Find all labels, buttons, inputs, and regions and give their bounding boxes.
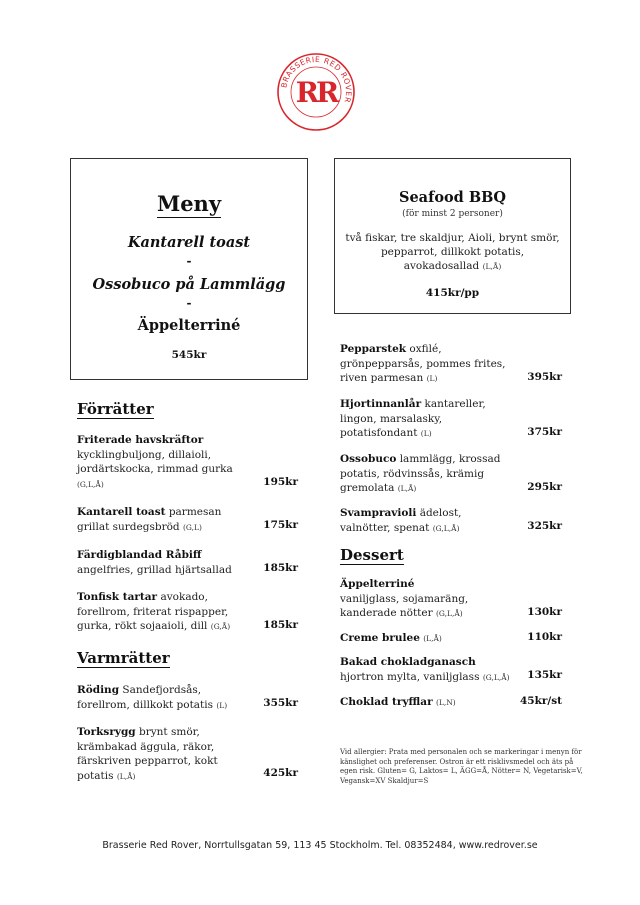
allergy-note: Vid allergier: Prata med personalen och se markeringar i menyn för känslighet och preferenser. Ostron är ett risklivsmedel och äts på egen risk. Gluten= G, Laktos= L, ÄGG=Å, Nötter= N, Vegetarisk=V, Vegansk=XV Skaldjur=S — [340, 748, 583, 785]
section-varmratter: Varmrätter — [77, 649, 170, 667]
menu-item: Kantarell toast parmesan grillat surdegsbröd (G,L) — [77, 506, 222, 533]
menu-item: Hjortinnanlår kantareller, lingon, marsalasky, potatisfondant (L) — [340, 398, 486, 439]
item-price: 425kr — [263, 767, 298, 779]
item-price: 110kr — [527, 631, 562, 643]
menu-course-1: Kantarell toast — [127, 234, 251, 251]
item-price: 185kr — [263, 619, 298, 631]
item-price: 355kr — [263, 697, 298, 709]
item-price: 395kr — [527, 371, 562, 383]
item-price: 195kr — [263, 476, 298, 488]
seafood-bbq-box — [334, 158, 571, 314]
item-price: 295kr — [527, 481, 562, 493]
menu-item: Bakad chokladganasch hjortron mylta, vaniljglass (G,L,Å) — [340, 656, 510, 683]
section-dessert: Dessert — [340, 546, 404, 564]
menu-item: Tonfisk tartar avokado, forellrom, friterat rispapper, gurka, rökt sojaaioli, dill (G,Å) — [77, 591, 231, 632]
menu-item: Färdigblandad Råbiff angelfries, grillad hjärtsallad — [77, 549, 232, 576]
bbq-price: 415kr/pp — [425, 287, 480, 299]
logo-ring-text: BRASSERIE RED ROVER — [279, 54, 354, 105]
item-price: 45kr/st — [519, 695, 562, 707]
item-price: 185kr — [263, 562, 298, 574]
item-price: 130kr — [527, 606, 562, 618]
section-forratter: Förrätter — [77, 400, 154, 418]
item-price: 325kr — [527, 520, 562, 532]
bbq-subtitle: (för minst 2 personer) — [402, 209, 503, 219]
logo-monogram: RR — [295, 76, 337, 109]
menu-item: Röding Sandefjordsås, forellrom, dillkokt potatis (L) — [77, 684, 228, 711]
footer-address: Brasserie Red Rover, Norrtullsgatan 59, 113 45 Stockholm. Tel. 08352484, www.redrover.se — [102, 840, 538, 851]
menu-item: Creme brulee (L,Å) — [340, 632, 442, 644]
item-price: 175kr — [263, 519, 298, 531]
item-price: 375kr — [527, 426, 562, 438]
set-menu-box — [70, 158, 308, 380]
menu-dash-2: - — [186, 296, 192, 310]
bbq-description: två fiskar, tre skaldjur, Aioli, brynt smör, pepparrot, dillkokt potatis, avokadosallad (L,Å) — [345, 232, 560, 272]
menu-item: Äppelterriné vaniljglass, sojamaräng, kanderade nötter (G,L,Å) — [340, 578, 469, 619]
brand-logo — [276, 52, 356, 132]
bbq-title: Seafood BBQ — [398, 189, 506, 206]
menu-title: Meny — [156, 191, 222, 216]
menu-dash-1: - — [186, 254, 192, 268]
menu-item: Choklad tryfflar (L,N) — [340, 696, 456, 708]
menu-item: Torksrygg brynt smör, krämbakad äggula, räkor, färskriven pepparrot, kokt potatis (L,Å) — [77, 726, 218, 782]
menu-course-3: Äppelterriné — [137, 317, 241, 334]
menu-price: 545kr — [171, 349, 207, 361]
menu-course-2: Ossobuco på Lammlägg — [92, 276, 286, 293]
item-price: 135kr — [527, 669, 562, 681]
menu-item: Svampravioli ädelost, valnötter, spenat (G,L,Å) — [340, 507, 462, 534]
menu-item: Ossobuco lammlägg, krossad potatis, rödvinssås, krämig gremolata (L,Å) — [340, 453, 501, 494]
menu-item: Friterade havskräftor kycklingbuljong, dillaioli, jordärtskocka, rimmad gurka (G,L,Å) — [77, 434, 233, 489]
menu-item: Pepparstek oxfilé, grönpepparsås, pommes frites, riven parmesan (L) — [340, 343, 506, 384]
